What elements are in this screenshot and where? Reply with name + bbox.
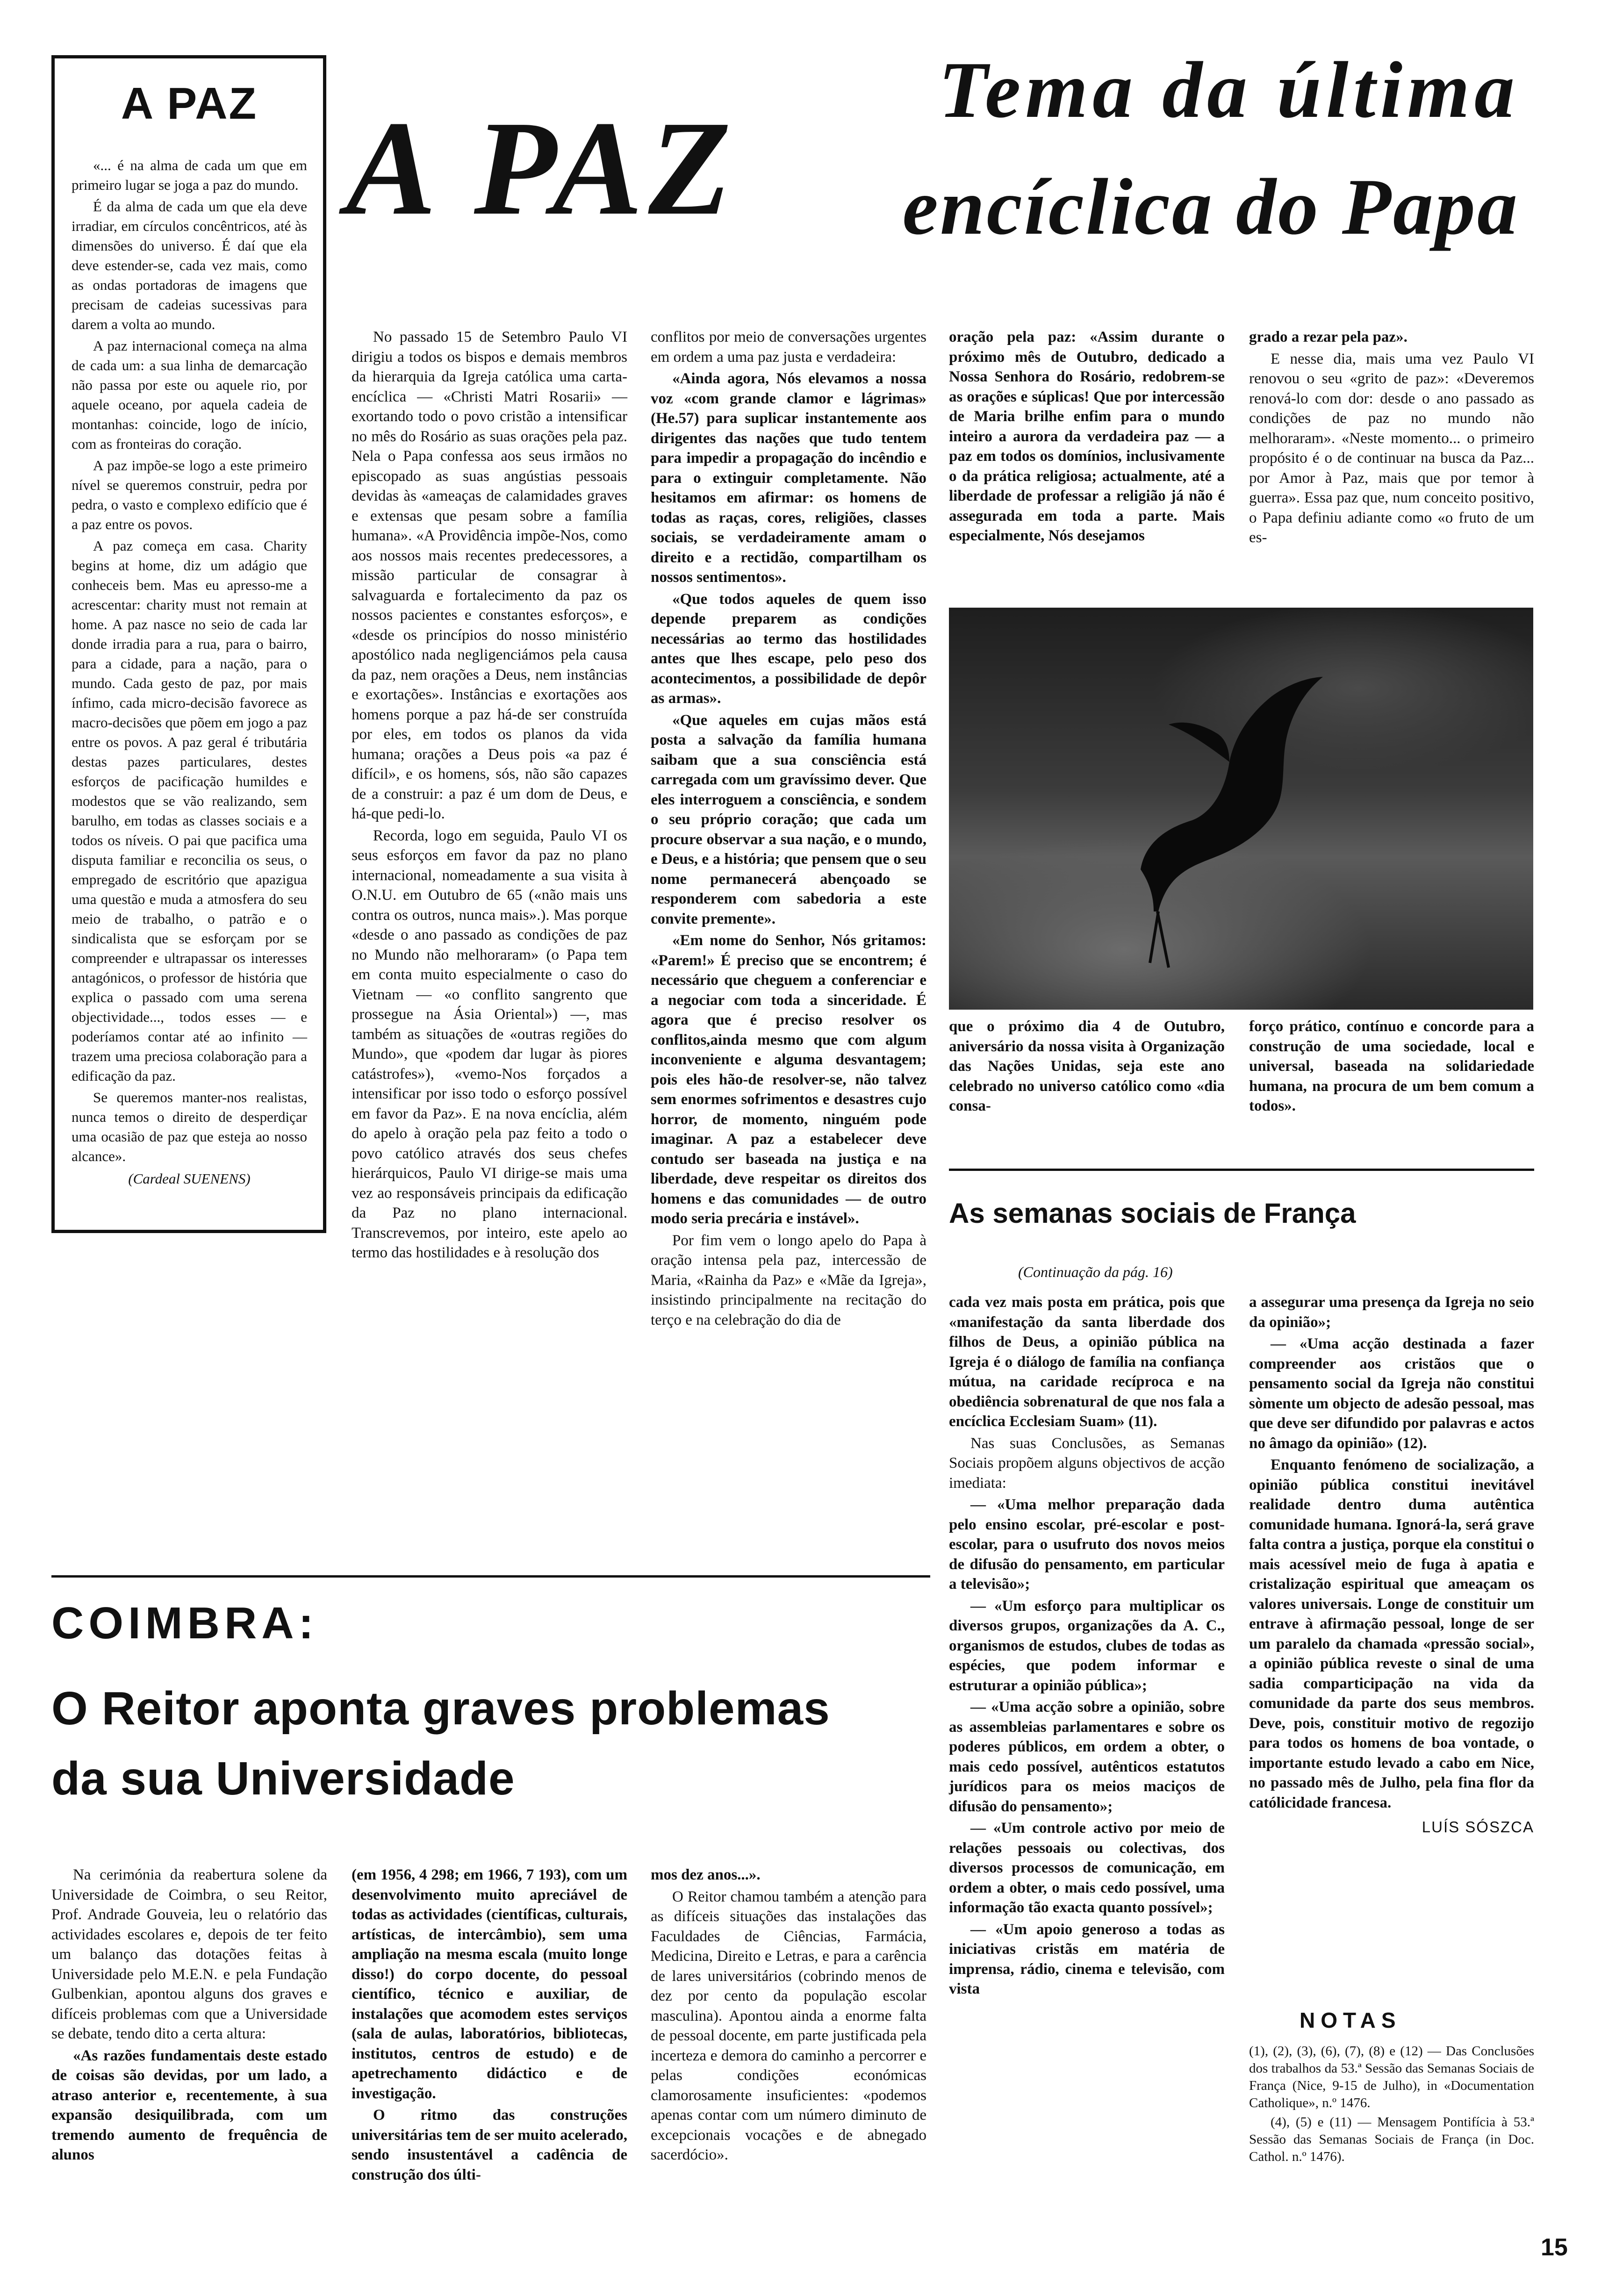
headline-line2: encíclica do Papa bbox=[902, 163, 1519, 251]
article1-column-1 bbox=[352, 327, 627, 1263]
semanas-author: LUÍS SÓSZCA bbox=[1422, 1818, 1534, 1836]
semanas-title: As semanas sociais de França bbox=[949, 1198, 1356, 1229]
notas-title: NOTAS bbox=[1300, 2008, 1401, 2032]
headline-apaz: A PAZ bbox=[346, 93, 737, 243]
nota-item: (4), (5) e (11) — Mensagem Pontifícia à 53.ª Sessão das Semanas Sociais de França (in Doc. Cathol. n.º 1476). bbox=[1249, 2115, 1534, 2164]
semanas-column-1 bbox=[949, 1292, 1225, 1999]
semanas-paragraph: a assegurar uma presença da Igreja no seio da opinião»; bbox=[1249, 1294, 1534, 1331]
sidebar-title: A PAZ bbox=[121, 79, 258, 129]
nota-item: (1), (2), (3), (6), (7), (8) e (12) — Das Conclusões dos trabalhos da 53.ª Sessão das Semanas Sociais de França (Nice, 9-15 de Julho), in «Documentation Catholique», n.º 1476. bbox=[1249, 2044, 1534, 2110]
sidebar-quote-box bbox=[51, 55, 326, 1233]
sidebar-paragraph: Se queremos manter-nos realistas, nunca temos o direito de desperdiçar uma ocasião de paz que esteja ao nosso alcance». bbox=[72, 1089, 307, 1164]
article1-quote: forço prático, contínuo e concorde para a construção de uma sociedade, local e universal, baseada na solidariedade humana, na procura de um bem comum a todos». bbox=[1249, 1018, 1534, 1114]
article1-paragraph: No passado 15 de Setembro Paulo VI dirigiu a todos os bispos e demais membros da hierarquia da Igreja católica uma carta-encíclica — «Christi Matri Rosarii» — exortando todo o povo cristão a intensificar no mês do Rosário as suas orações pela paz. Nela o Papa confessa aos seus irmãos no episcopado as suas angústias pessoais devidas às «ameaças de calamidades graves e extensas que pesam sobre a família humana». «A Providência impõe-Nos, como aos nossos mais recentes predecessores, a missão particular de consagrar à salvaguarda e fortalecimento da paz os nossos pacientes e constantes esforços», e «desde os princípios do nosso ministério apostólico nada negligenciámos pela causa da paz, nem orações a Deus, nem instâncias e exortações». Instâncias e exortações aos homens porque a paz há-de ser construída por eles, em todos os planos da vida humana; orações a Deus pois «a paz é difícil», e os homens, sós, não são capazes de a construir: a paz é um dom de Deus, e há-que pedi-lo. bbox=[352, 329, 627, 822]
coimbra-title-line2: da sua Universidade bbox=[51, 1752, 515, 1805]
section-divider bbox=[949, 1169, 1534, 1171]
heron-photo bbox=[949, 608, 1533, 1010]
section-divider bbox=[51, 1575, 930, 1578]
coimbra-column-3 bbox=[651, 1865, 926, 2165]
article1-quote: «Ainda agora, Nós elevamos a nossa voz «com grande clamor e lágrimas» (He.57) para suplicar instantemente aos dirigentes das nações que tudo tentem para impedir a propagação do incêndio e para o extinguir completamente. Não hesitamos em afirmar: os homens de todas as raças, cores, religiões, classes sociais, se verdadeiramente amam o direito e a rectidão, compartilham os nossos sentimentos». bbox=[651, 370, 926, 586]
coimbra-paragraph: Na cerimónia da reabertura solene da Universidade de Coimbra, o seu Reitor, Prof. Andrade Gouveia, leu o relatório das actividades escolares e, depois de ter feito um balanço das dotações feitas à Universidade pelo M.E.N. e pela Fundação Gulbenkian, apontou alguns dos graves e difíceis problemas com que a Universidade se debate, tendo dito a certa altura: bbox=[51, 1866, 327, 2042]
sidebar-paragraph: A paz começa em casa. Charity begins at home, diz um adágio que conheceis bem. Mas eu apresso-me a acrescentar: charity must not remain at home. A paz nasce no seio de cada lar donde irradia para a rua, para o bairro, para a cidade, para a nação, para o mundo. Cada gesto de paz, por mais ínfimo, cada micro-decisão favorece as macro-decisões que põem em jogo a paz entre os povos. A paz geral é tributária destas pazes particulares, destes esforços de pacificação humildes e modestos que se vão realizando, sem barulho, em todas as classes sociais e a todos os níveis. O pai que pacifica uma disputa familiar e reconcilia os seus, o empregado de escritório que apazigua uma questão e muda a atmosfera do seu meio de trabalho, o patrão e o sindicalista que se esforçam por se compreender e ultrapassar os interesses antagónicos, o professor de história que explica o passado com uma serena objectividade..., todos esses — e poderíamos contar até ao infinito — trazem uma preciosa colaboração para a edificação da paz. bbox=[72, 538, 307, 1084]
article1-quote: «Em nome do Senhor, Nós gritamos: «Parem!» É preciso que se encontrem; é necessário que cheguem a conferenciar e a negociar com toda a sinceridade. É agora que é preciso resolver os conflitos,ainda mesmo que com algum inconveniente e alguma desvantagem; pois eles hão-de resolver-se, não talvez sem enormes sofrimentos e desastres cujo horror, de momento, ninguém pode imaginar. A paz a estabelecer deve contudo ser baseada na justiça e na liberdade, deve respeitar os direitos dos homens e das comunidades — de outro modo seria precária e instável». bbox=[651, 932, 926, 1227]
coimbra-column-2 bbox=[352, 1865, 627, 2185]
semanas-continuation: (Continuação da pág. 16) bbox=[1018, 1263, 1173, 1280]
semanas-paragraph: — «Um esforço para multiplicar os diversos grupos, organizações da A. C., organismos de estudos, clubes de todas as espécies, que podem informar e estruturar a opinião pública»; bbox=[949, 1597, 1225, 1694]
coimbra-column-1 bbox=[51, 1865, 327, 2165]
semanas-paragraph: — «Uma melhor preparação dada pelo ensino escolar, pré-escolar e post-escolar, para o usufruto dos novos meios de difusão do pensamento, em particular a televisão»; bbox=[949, 1496, 1225, 1593]
article1-column-4-bottom bbox=[1249, 1017, 1534, 1116]
article1-paragraph: E nesse dia, mais uma vez Paulo VI renovou o seu «grito de paz»: «Deveremos renová-lo com dor: desde o ano passado as condições de paz no mundo não melhoraram». «Neste momento... o primeiro propósito é o de continuar na busca da Paz... por Amor à Paz, mais que por temor à guerra». Essa paz que, num conceito positivo, o Papa definiu adiante como «o fruto de um es- bbox=[1249, 350, 1534, 546]
article1-column-2 bbox=[651, 327, 926, 1330]
article1-quote: grado a rezar pela paz». bbox=[1249, 329, 1408, 345]
article1-quote: oração pela paz: «Assim durante o próximo mês de Outubro, dedicado a Nossa Senhora do Rosário, redobrem-se as orações e súplicas! Que por intercessão de Maria brilhe enfim para o mundo inteiro a aurora da verdadeira paz — a paz em todos os domínios, inclusivamente o da prática religiosa; actualmente, até a liberdade de professar a religião já não é assegurada em toda a parte. Mais especialmente, Nós desejamos bbox=[949, 329, 1225, 544]
sidebar-paragraph: É da alma de cada um que ela deve irradiar, em círculos concêntricos, até às dimensões do universo. É daí que ela deve estender-se, cada vez mais, como as ondas portadoras de imagens que precisam de cadeias sucessivas para darem a volta ao mundo. bbox=[72, 198, 307, 332]
article1-paragraph: Recorda, logo em seguida, Paulo VI os seus esforços em favor da paz no plano internacional, nomeadamente a sua visita à O.N.U. em Outubro de 65 («não mais uns contra os outros, nunca mais».). Mas porque «desde o ano passado as condições de paz no Mundo não melhoraram» (o Papa tem em conta muito especialmente o caso do Vietnam — «o conflito sangrento que prossegue na Ásia Oriental») —, mas também as situações de «outras regiões do Mundo», que «podem dar lugar às piores catástrofes»), «vemo-Nos forçados a intensificar por isso todo o esforço possível em favor da Paz». E na nova encíclia, além do apelo à oração pela paz feito a todo o povo católico através dos seus chefes hierárquicos, Paulo VI dirige-se mais uma vez ao responsáveis principais da edificação da Paz no plano internacional. Transcrevemos, por inteiro, este apelo ao termo das hostilidades e à resolução dos bbox=[352, 827, 627, 1261]
article1-column-3-bottom bbox=[949, 1017, 1225, 1116]
semanas-paragraph: Nas suas Conclusões, as Semanas Sociais propõem alguns objectivos de acção imediata: bbox=[949, 1435, 1225, 1492]
article1-quote: «Que todos aqueles de quem isso depende preparem as condições necessárias ao termo das hostilidades antes que lhes escape, pelo peso dos acontecimentos, a possibilidade de depôr as armas». bbox=[651, 590, 926, 707]
article1-column-3-top bbox=[949, 327, 1225, 546]
coimbra-quote: O ritmo das construções universitárias tem de ser muito acelerado, sendo insustentável a cadência de construção dos últi- bbox=[352, 2107, 627, 2183]
article1-quote: «Que aqueles em cujas mãos está posta a salvação da família humana saibam que a sua consciência está carregada com um gravíssimo dever. Que eles interroguem a consciência, e sondem o seu próprio coração; que cada um procure observar a sua nação, e o mundo, e Deus, e a história; que pensem que o seu nome permanecerá abençoado se responderem com sabedoria a este convite premente». bbox=[651, 711, 926, 927]
semanas-paragraph: — «Uma acção destinada a fazer compreender aos cristãos que o pensamento social da Igreja não constitui sòmente um objecto de adesão pessoal, mas que deve ser difundido por palavras e actos no âmago da opinião» (12). bbox=[1249, 1335, 1534, 1452]
coimbra-title-line1: O Reitor aponta graves problemas bbox=[51, 1682, 830, 1735]
coimbra-label: COIMBRA: bbox=[51, 1598, 318, 1648]
sidebar-body bbox=[72, 156, 307, 1189]
sidebar-paragraph: A paz internacional começa na alma de cada um: a sua linha de demarcação não passa por este ou aquele rio, por aquele oceano, por aquela cadeia de montanhas: coincide, logo de início, com as fronteiras do coração. bbox=[72, 337, 307, 452]
semanas-paragraph: — «Uma acção sobre a opinião, sobre as assembleias parlamentares e sobre os poderes públicos, em ordem a obter, o mais cedo possível, autênticos estatutos jurídicos para os meios maciços de difusão do pensamento»; bbox=[949, 1699, 1225, 1815]
article1-paragraph: conflitos por meio de conversações urgentes em ordem a uma paz justa e verdadeira: bbox=[651, 329, 926, 366]
sidebar-signature: (Cardeal SUENENS) bbox=[128, 1170, 251, 1187]
semanas-paragraph: — «Um controle activo por meio de relações pessoais ou colectivas, dos diversos processos de comunicação, em ordem a obter, o mais cedo possível, uma informação tão exacta quanto possível»; bbox=[949, 1820, 1225, 1916]
notas-body bbox=[1249, 2043, 1534, 2166]
sidebar-paragraph: A paz impõe-se logo a este primeiro nível se queremos construir, pedra por pedra, o vasto e complexo edifício que é a paz entre os povos. bbox=[72, 457, 307, 532]
coimbra-quote: mos dez anos...». bbox=[651, 1866, 761, 1883]
semanas-paragraph: cada vez mais posta em prática, pois que «manifestação da santa liberdade dos filhos de Deus, a opinião pública na Igreja é o diálogo de família na confiança mútua, na caridade recíproca e na obediência sobrenatural de que nos fala a encíclica Ecclesiam Suam» (11). bbox=[949, 1294, 1225, 1430]
sidebar-paragraph: «... é na alma de cada um que em primeiro lugar se joga a paz do mundo. bbox=[72, 157, 307, 193]
coimbra-quote: (em 1956, 4 298; em 1966, 7 193), com um desenvolvimento muito apreciável de todas as actividades (científicas, culturais, artísticas, de intercâmbio), sem uma ampliação na mesma escala (muito longe disso!) do corpo docente, do pessoal científico, técnico e auxiliar, de instalações que acomodem estes serviços (sala de aulas, laboratórios, bibliotecas, institutos, centros de estudo) e de apetrechamento didáctico e de investigação. bbox=[352, 1866, 627, 2102]
coimbra-quote: «As razões fundamentais deste estado de coisas são devidas, por um lado, a atraso anterior e, recentemente, à sua expansão desiquilibrada, com um tremendo aumento de frequência de alunos bbox=[51, 2047, 327, 2163]
semanas-paragraph: — «Um apoio generoso a todas as iniciativas cristãs em matéria de imprensa, rádio, cinema e televisão, com vista bbox=[949, 1921, 1225, 1997]
coimbra-title bbox=[51, 1673, 830, 1814]
coimbra-paragraph: O Reitor chamou também a atenção para as difíceis situações das instalações das Faculdades de Ciências, Farmácia, Medicina, Direito e Letras, e para a carência de lares universitários (cobrindo menos de dez por cento da população escolar masculina). Apontou ainda a enorme falta de pessoal docente, em parte justificada pela incerteza e demora do caminho a percorrer e pelas condições económicas clamorosamente insuficientes: «podemos apenas contar com um número diminuto de excepcionais vocações e de abnegado sacerdócio». bbox=[651, 1888, 926, 2163]
semanas-paragraph: Enquanto fenómeno de socialização, a opinião pública constitui inevitável realidade dentro duma autêntica comunidade humana. Ignorá-la, será grave falta contra a justiça, porque ela constitui o mais acessível meio de fuga à apatia e cristalização espiritual que ameaçam os valores universais. Longe de constituir um entrave à afirmação pessoal, longe de ser um paralelo da chamada «pressão social», a opinião pública reveste o sinal de uma sadia comparticipação na vida da comunidade da parte dos seus membros. Deve, pois, constituir motivo de regozijo para todos os homens de boa vontade, o importante estudo levado a cabo em Nice, no passado mês de Julho, pela fina flor da católicidade francesa. bbox=[1249, 1457, 1534, 1811]
semanas-column-2 bbox=[1249, 1292, 1534, 1837]
page-number: 15 bbox=[1541, 2234, 1568, 2261]
article1-column-4-top bbox=[1249, 327, 1534, 548]
article1-paragraph: Por fim vem o longo apelo do Papa à oração intensa pela paz, intercessão de Maria, «Rainha da Paz» e «Mãe da Igreja», insistindo principalmente na recitação do terço e na celebração do dia de bbox=[651, 1232, 926, 1328]
headline-line1: Tema da última bbox=[938, 46, 1519, 135]
article1-quote: que o próximo dia 4 de Outubro, aniversário da nossa visita à Organização das Nações Unidas, seja este ano celebrado no universo católico como «dia consa- bbox=[949, 1018, 1225, 1114]
